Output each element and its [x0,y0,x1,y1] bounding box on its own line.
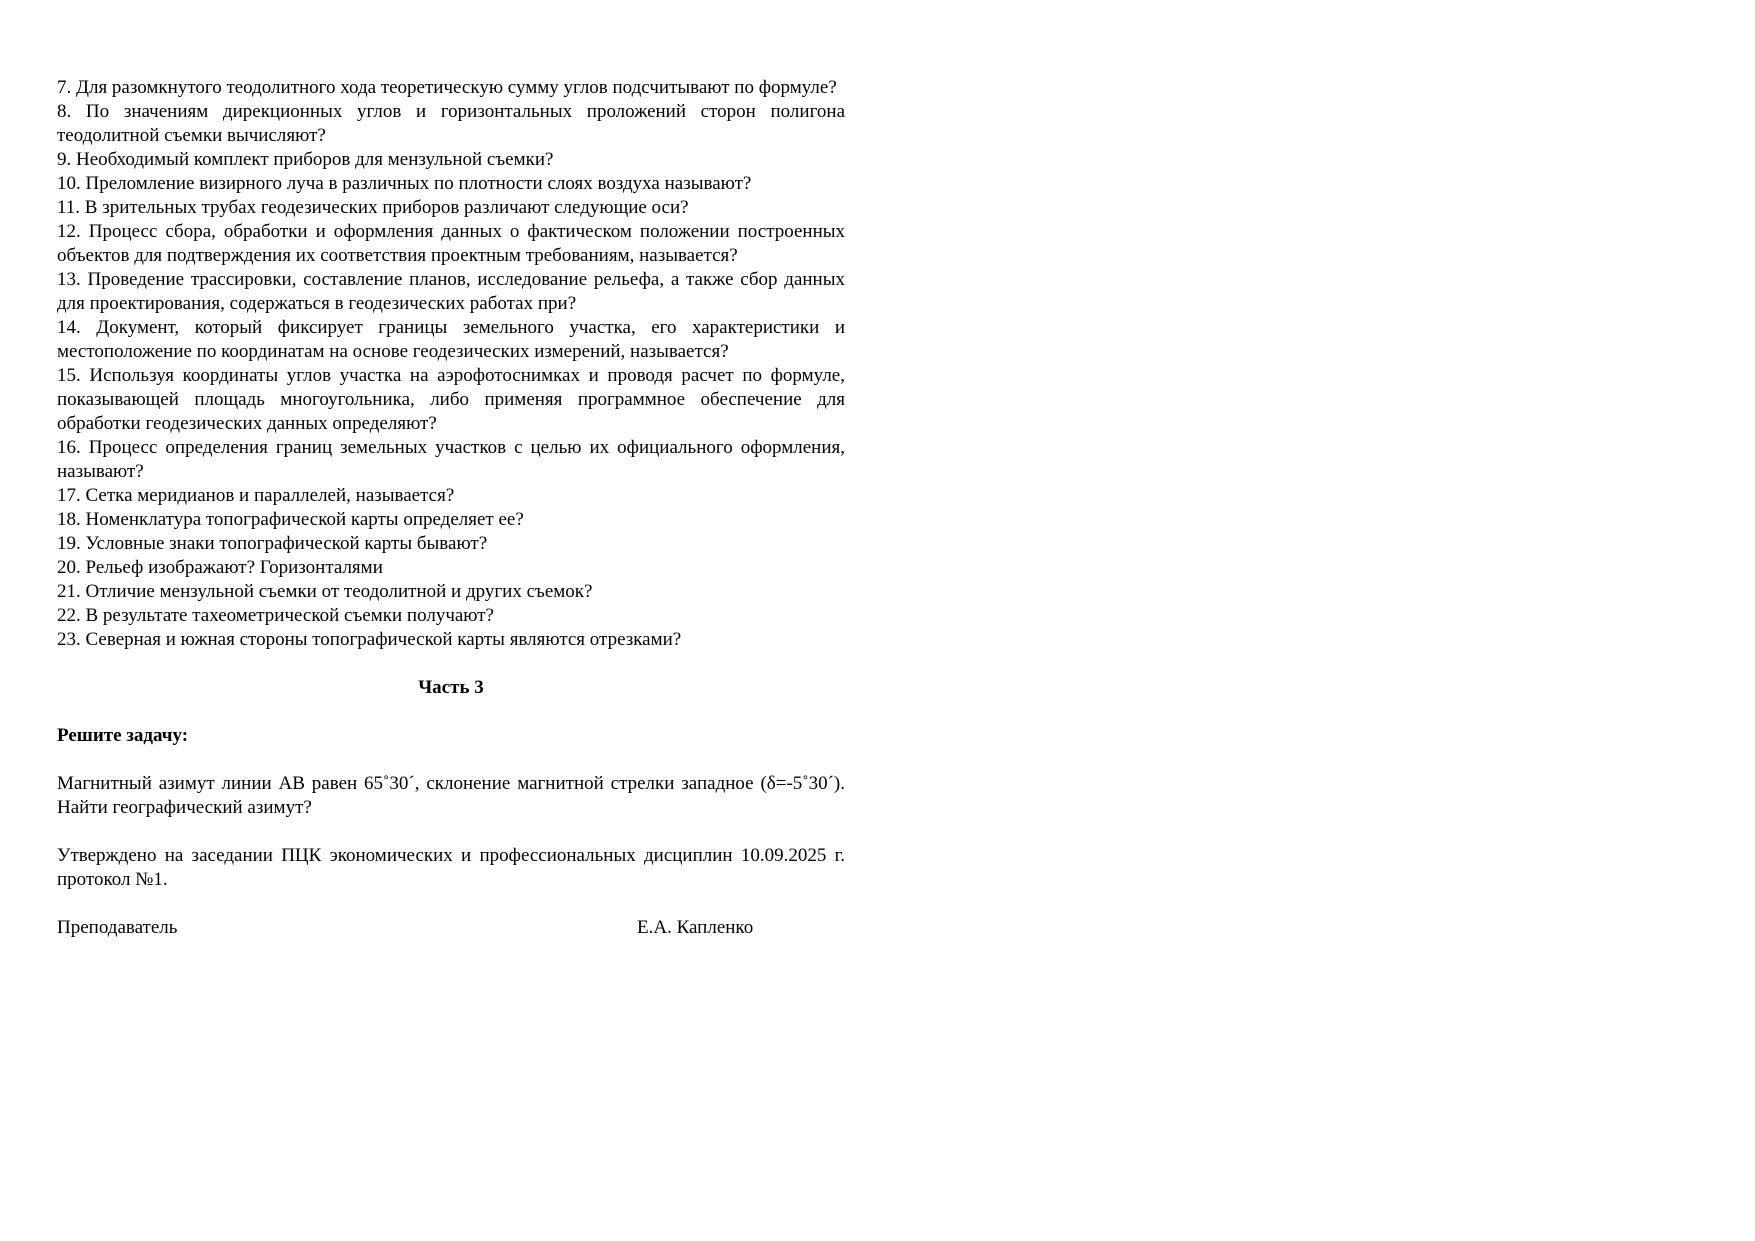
section-title: Часть 3 [418,677,484,698]
approval-note: Утверждено на заседании ПЦК экономических и профессиональных дисциплин 10.09.2025 г. протокол №1. [57,845,845,890]
question-item: 18. Номенклатура топографической карты определяет ее? [57,509,524,530]
document-page [57,76,845,940]
signature-name: Е.А. Капленко [637,917,754,938]
question-item: 11. В зрительных трубах геодезических приборов различают следующие оси? [57,197,689,218]
signature-line [57,916,845,940]
question-item: 14. Документ, который фиксирует границы земельного участка, его характеристики и местоположение по координатам на основе геодезических измерений, называется? [57,317,845,362]
question-item: 21. Отличие мензульной съемки от теодолитной и других съемок? [57,581,593,602]
question-item: 10. Преломление визирного луча в различных по плотности слоях воздуха называют? [57,173,752,194]
question-item: 17. Сетка меридианов и параллелей, называется? [57,485,455,506]
question-item: 16. Процесс определения границ земельных участков с целью их официального оформления, называют? [57,437,845,482]
question-item: 7. Для разомкнутого теодолитного хода теоретическую сумму углов подсчитывают по формуле? [57,77,837,98]
signature-role: Преподаватель [57,917,178,938]
question-item: 23. Северная и южная стороны топографической карты являются отрезками? [57,629,682,650]
question-list [57,76,845,652]
question-item: 19. Условные знаки топографической карты бывают? [57,533,488,554]
question-item: 22. В результате тахеометрической съемки получают? [57,605,494,626]
question-item: 9. Необходимый комплект приборов для мензульной съемки? [57,149,554,170]
task-text: Магнитный азимут линии АВ равен 65˚30´, склонение магнитной стрелки западное (δ=-5˚30´). Найти географический азимут? [57,773,845,818]
task-heading: Решите задачу: [57,725,189,746]
question-item: 20. Рельеф изображают? Горизонталями [57,557,383,578]
question-item: 8. По значениям дирекционных углов и горизонтальных проложений сторон полигона теодолитной съемки вычисляют? [57,101,845,146]
question-item: 13. Проведение трассировки, составление планов, исследование рельефа, а также сбор данных для проектирования, содержаться в геодезических работах при? [57,269,845,314]
question-item: 12. Процесс сбора, обработки и оформления данных о фактическом положении построенных объектов для подтверждения их соответствия проектным требованиям, называется? [57,221,845,266]
question-item: 15. Используя координаты углов участка на аэрофотоснимках и проводя расчет по формуле, показывающей площадь многоугольника, либо применяя программное обеспечение для обработки геодезических данных определяют? [57,365,845,434]
